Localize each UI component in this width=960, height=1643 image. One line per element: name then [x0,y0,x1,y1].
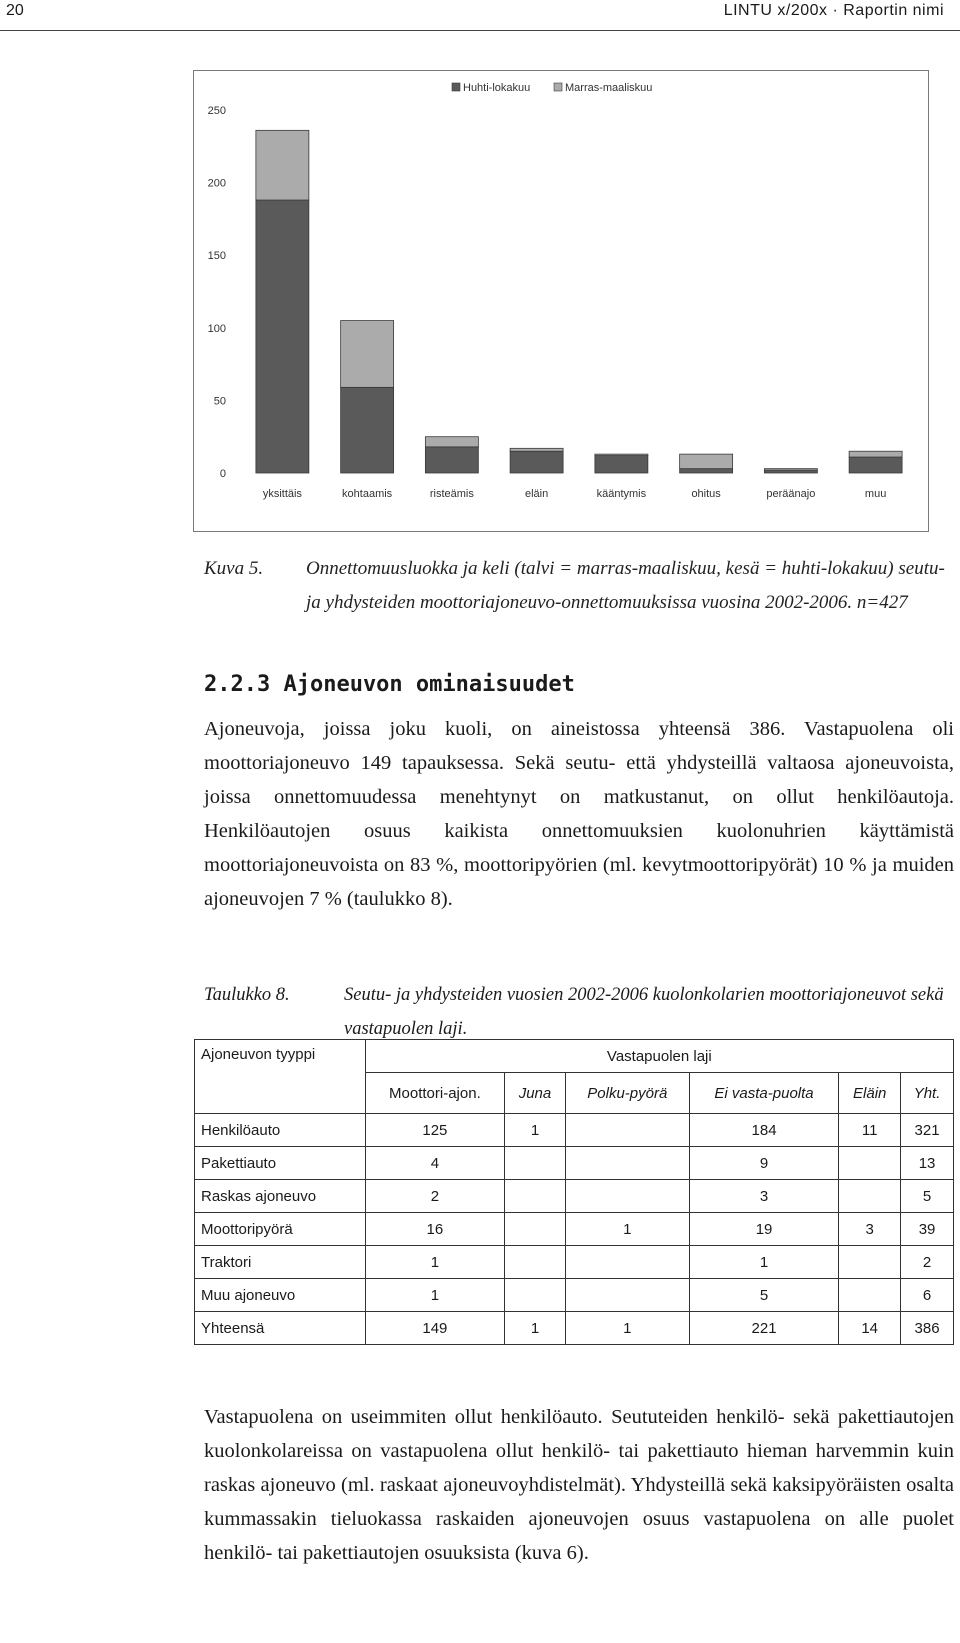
table-row [195,1147,954,1180]
table-cell: 125 [365,1114,505,1147]
table-cell [839,1180,901,1213]
table-body [195,1114,954,1345]
bar-segment [341,321,394,388]
bar-segment [595,454,648,455]
col-header-elain: Eläin [839,1073,901,1114]
bar-segment [680,454,733,469]
x-tick-label: peräänajo [766,488,816,500]
bar-segment [256,130,309,200]
bar-segment [425,437,478,447]
y-tick-label: 200 [207,177,226,190]
running-title: LINTU x/200x · Raportin nimi [723,2,944,19]
col-header-moottoriajon: Moottori-ajon. [365,1073,505,1114]
table-cell: 39 [901,1213,954,1246]
table-row [195,1246,954,1279]
table-cell [839,1246,901,1279]
table-cell [565,1246,689,1279]
table-cell: 2 [901,1246,954,1279]
legend-label: Huhti-lokakuu [463,82,531,94]
legend-label: Marras-maaliskuu [565,82,653,94]
table-cell: 386 [901,1312,954,1345]
group-header: Vastapuolen laji [365,1040,953,1073]
figure-caption-text: Onnettomuusluokka ja keli (talvi = marras-maaliskuu, kesä = huhti-lokakuu) seutu- ja yhdysteiden moottoriajoneuvo-onnettomuuksissa vuosina 2002-2006. n=427 [306,558,945,613]
table-cell [565,1114,689,1147]
bar-segment [510,451,563,473]
col-header-polkupyora: Polku-pyörä [565,1073,689,1114]
bar-segment [341,387,394,473]
table-cell: 3 [689,1180,839,1213]
table-cell: 19 [689,1213,839,1246]
table-cell: 1 [565,1213,689,1246]
section-heading: 2.2.3 Ajoneuvon ominaisuudet [204,672,575,697]
bar-segment [849,457,902,473]
chart-svg [194,71,928,531]
x-tick-label: yksittäis [262,488,302,500]
row-label: Henkilöauto [195,1114,366,1147]
x-tick-label: eläin [525,488,549,500]
figure-caption-label: Kuva 5. [204,558,264,579]
table-cell: 1 [505,1312,566,1345]
table-cell: 149 [365,1312,505,1345]
bar-segment [510,448,563,451]
table-cell: 221 [689,1312,839,1345]
table-cell [505,1246,566,1279]
table-cell [505,1180,566,1213]
table-cell: 1 [365,1246,505,1279]
table-cell: 9 [689,1147,839,1180]
table-cell: 3 [839,1213,901,1246]
bar-segment [680,469,733,473]
x-tick-label: kääntymis [596,488,647,500]
table-cell: 321 [901,1114,954,1147]
y-tick-label: 250 [207,105,226,117]
table-cell [565,1147,689,1180]
x-tick-label: risteämis [429,488,474,500]
table-cell: 5 [901,1180,954,1213]
body-paragraph-1 [204,712,954,916]
table-cell [505,1147,566,1180]
table-cell: 16 [365,1213,505,1246]
table-cell: 6 [901,1279,954,1312]
table-row [195,1114,954,1147]
y-tick-label: 50 [213,395,226,408]
table-cell [505,1213,566,1246]
table-cell [565,1279,689,1312]
body-paragraph-1-text: Ajoneuvoja, joissa joku kuoli, on aineistossa yhteensä 386. Vastapuolena oli moottoriajoneuvo 149 tapauksessa. Sekä seutu- että yhdysteillä valtaosa ajoneuvoista, joissa onnettomuudessa menehtynyt on matkustanut, on ollut henkilöautoja. Henkilöautojen osuus kaikista onnettomuuksien kuolonuhrien käyttämistä moottoriajoneuvoista on 83 %, moottoripyörien (ml. kevytmoottoripyörät) 10 % ja muiden ajoneuvojen 7 % (taulukko 8). [204,718,954,910]
header-rule [0,30,960,31]
bar-segment [425,447,478,473]
table-cell: 13 [901,1147,954,1180]
row-label: Moottoripyörä [195,1213,366,1246]
col-header-yht: Yht. [901,1073,954,1114]
table-cell [839,1147,901,1180]
table-cell: 1 [565,1312,689,1345]
table-cell: 4 [365,1147,505,1180]
table-cell: 11 [839,1114,901,1147]
x-tick-label: muu [864,488,887,500]
bar-segment [764,470,817,473]
bar-segment [764,469,817,470]
table-cell: 2 [365,1180,505,1213]
x-tick-label: kohtaamis [342,488,393,500]
table-cell: 1 [689,1246,839,1279]
stacked-bar-chart [193,70,929,532]
table-cell [839,1279,901,1312]
table-cell: 14 [839,1312,901,1345]
row-label: Traktori [195,1246,366,1279]
table-caption-text: Seutu- ja yhdysteiden vuosien 2002-2006 kuolonkolarien moottoriajoneuvot sekä vastapuolen laji. [344,985,944,1039]
table-cell: 1 [365,1279,505,1312]
page-number: 20 [6,2,24,19]
row-label: Raskas ajoneuvo [195,1180,366,1213]
row-label: Muu ajoneuvo [195,1279,366,1312]
y-tick-label: 0 [219,468,226,480]
table-row [195,1279,954,1312]
row-header-label: Ajoneuvon tyyppi [195,1040,366,1114]
body-paragraph-2 [204,1400,954,1570]
table-cell: 5 [689,1279,839,1312]
vehicle-table [194,1039,954,1345]
table-cell [565,1180,689,1213]
table-cell [505,1279,566,1312]
table-cell: 184 [689,1114,839,1147]
y-tick-label: 150 [207,250,226,263]
col-header-juna: Juna [505,1073,566,1114]
legend-swatch [554,83,562,91]
bar-segment [595,456,648,473]
legend-swatch [452,83,460,91]
table-row [195,1180,954,1213]
row-label: Yhteensä [195,1312,366,1345]
body-paragraph-2-text: Vastapuolena on useimmiten ollut henkilöauto. Seututeiden henkilö- sekä pakettiautojen kuolonkolareissa on vastapuolena ollut henkilö- tai pakettiauto hieman harvemmin kuin raskas ajoneuvo (ml. raskaat ajoneuvoyhdistelmät). Yhdysteillä sekä kaksipyöräisten osalta kummassakin tieluokassa raskaiden ajoneuvojen osuus vastapuolena on alle puolet henkilö- tai pakettiautojen osuuksista (kuva 6). [204,1406,954,1564]
row-label: Pakettiauto [195,1147,366,1180]
table-row [195,1213,954,1246]
table-caption-label: Taulukko 8. [204,985,290,1005]
bar-segment [849,451,902,457]
table-cell: 1 [505,1114,566,1147]
table-row [195,1312,954,1345]
y-tick-label: 100 [207,322,226,335]
x-tick-label: ohitus [691,488,721,500]
bar-segment [256,200,309,473]
col-header-ei-vastapuolta: Ei vasta-puolta [689,1073,839,1114]
